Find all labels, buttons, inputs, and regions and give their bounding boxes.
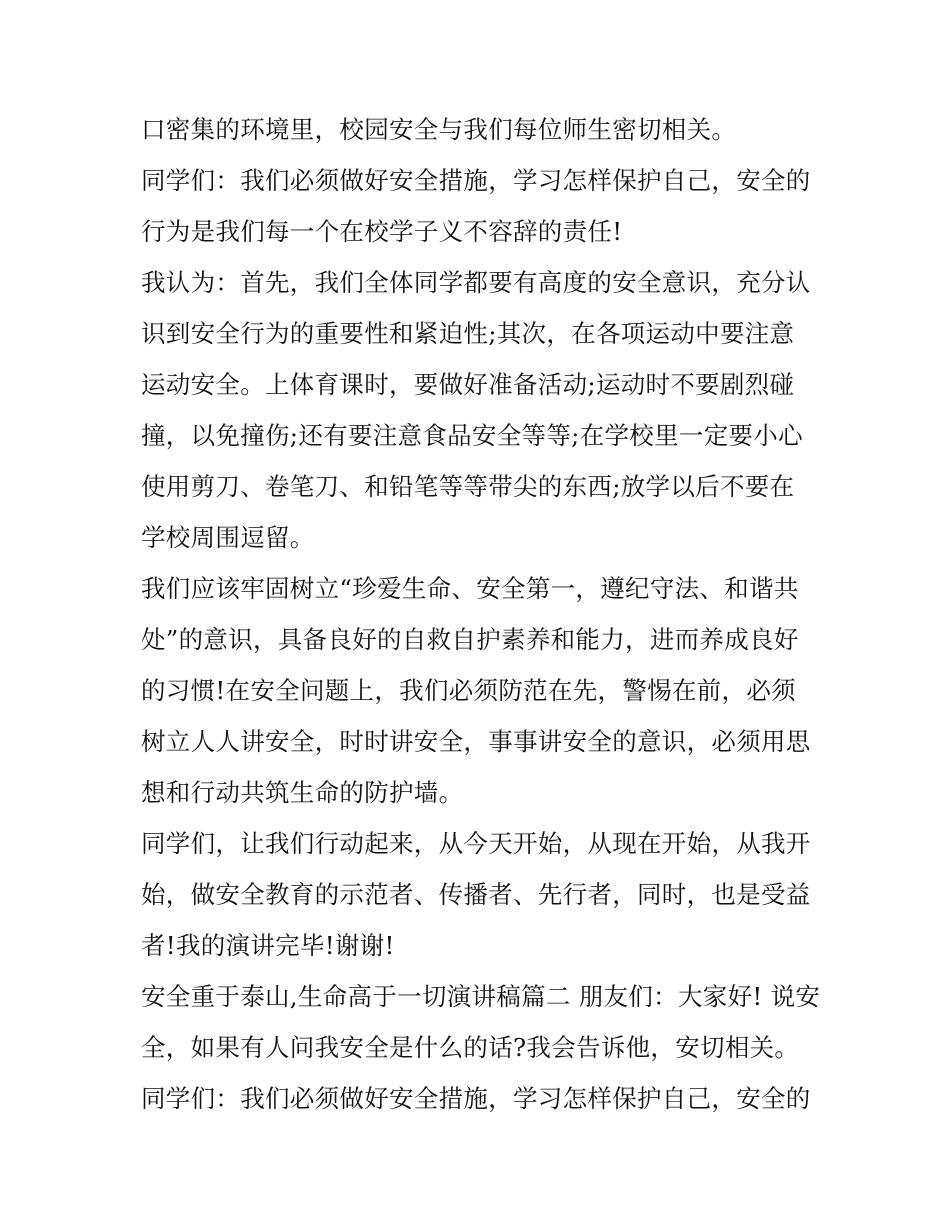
text-line: 者!我的演讲完毕!谢谢!	[141, 931, 395, 960]
text-line: 口密集的环境里，校园安全与我们每位师生密切相关。	[141, 115, 737, 144]
text-line: 运动安全。上体育课时，要做好准备活动;运动时不要剧烈碰	[141, 370, 795, 399]
text-line: 安全重于泰山,生命高于一切演讲稿篇二 朋友们：大家好! 说安	[141, 982, 821, 1011]
text-line: 我们应该牢固树立“珍爱生命、安全第一，遵纪守法、和谐共	[141, 574, 799, 603]
text-line: 同学们：我们必须做好安全措施，学习怎样保护自己，安全的	[141, 166, 811, 195]
text-line: 学校周围逗留。	[141, 523, 315, 552]
text-line: 同学们，让我们行动起来，从今天开始，从现在开始，从我开	[141, 829, 811, 858]
text-line: 识到安全行为的重要性和紧迫性;其次，在各项运动中要注意	[141, 319, 795, 348]
document-body	[141, 104, 821, 1124]
text-line: 树立人人讲安全，时时讲安全，事事讲安全的意识，必须用思	[141, 727, 811, 756]
text-line: 撞，以免撞伤;还有要注意食品安全等等;在学校里一定要小心	[141, 421, 803, 450]
text-line: 同学们：我们必须做好安全措施，学习怎样保护自己，安全的	[141, 1084, 811, 1113]
text-line: 处”的意识，具备良好的自救自护素养和能力，进而养成良好	[141, 625, 799, 654]
text-line: 始，做安全教育的示范者、传播者、先行者，同时，也是受益	[141, 880, 811, 909]
text-line: 使用剪刀、卷笔刀、和铅笔等等带尖的东西;放学以后不要在	[141, 472, 795, 501]
text-line: 的习惯!在安全问题上，我们必须防范在先，警惕在前，必须	[141, 676, 796, 705]
text-line: 想和行动共筑生命的防护墙。	[141, 778, 464, 807]
text-line: 全，如果有人问我安全是什么的话?我会告诉他，安切相关。	[141, 1033, 800, 1062]
text-line: 我认为：首先，我们全体同学都要有高度的安全意识，充分认	[141, 268, 811, 297]
text-line: 行为是我们每一个在校学子义不容辞的责任!	[141, 217, 623, 246]
